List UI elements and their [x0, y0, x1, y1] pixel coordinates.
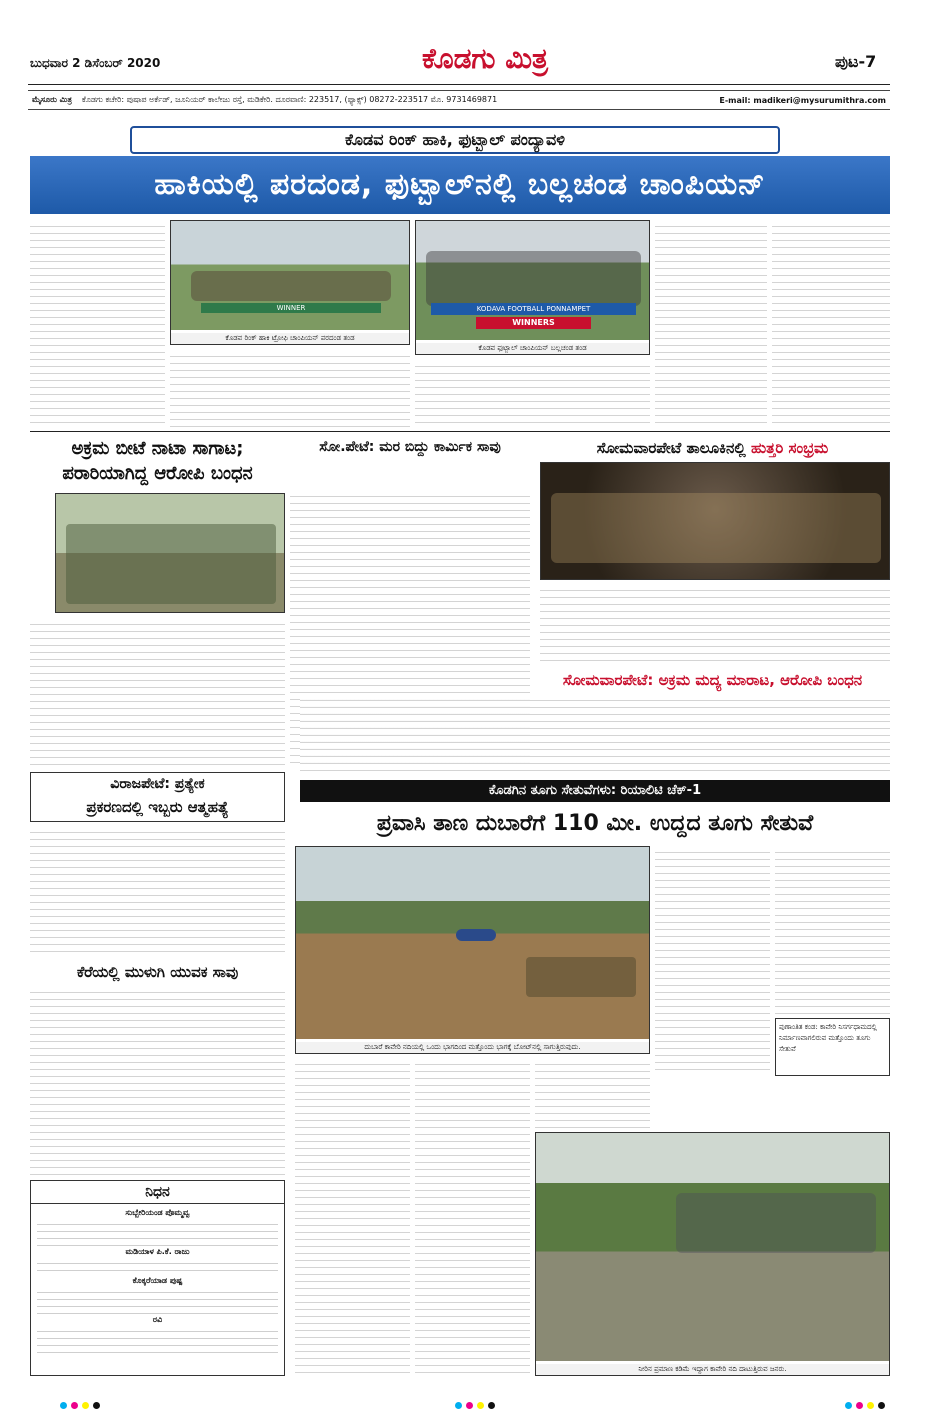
registration-marks-left: [60, 1402, 100, 1409]
bridge-column-5: [535, 1058, 650, 1128]
lead-column-3: [415, 360, 650, 428]
huthari-body: [540, 584, 890, 664]
officers-group: [66, 524, 276, 604]
arrest-headline: ಅಕ್ರಮ ಬೀಟೆ ನಾಟಾ ಸಾಗಾಟ; ಪರಾರಿಯಾಗಿದ್ದ ಆರೋಪಿ ಬಂಧನ: [62, 438, 253, 484]
contact-bar: [28, 90, 890, 110]
black-dot: [93, 1402, 100, 1409]
cyan-dot: [845, 1402, 852, 1409]
huthari-headline: [535, 436, 890, 460]
liquor-body: [300, 694, 890, 774]
players-group: [426, 251, 641, 306]
magenta-dot: [856, 1402, 863, 1409]
bridge-column-1: [655, 846, 770, 1076]
drown-body: [30, 986, 285, 1176]
yellow-dot: [82, 1402, 89, 1409]
boat-raft: [456, 929, 496, 941]
lead-photo-1: [170, 220, 410, 345]
suicide-headline-line1: ವಿರಾಜಪೇಟೆ: ಪ್ರತ್ಯೇಕ: [110, 776, 205, 792]
winners-banner: WINNERS: [476, 317, 591, 329]
cyan-dot: [455, 1402, 462, 1409]
bridge-photo-caption: ದುಬಾರೆ ಕಾವೇರಿ ನದಿಯಲ್ಲಿ ಒಂದು ಭಾಗದಿಂದ ಮತ್ತೊಂದು ಭಾಗಕ್ಕೆ ಬೋಟ್‌ನಲ್ಲಿ ಸಾಗುತ್ತಿರುವುದು.: [296, 1042, 649, 1053]
suicide-headline-box: [30, 772, 285, 822]
liquor-headline: ಸೋಮವಾರಪೇಟೆ: ಅಕ್ರಮ ಮದ್ಯ ಮಾರಾಟ, ಆರೋಪಿ ಬಂಧನ: [562, 671, 863, 689]
bridge-column-2: [775, 846, 890, 1016]
masthead-rule: [28, 84, 890, 85]
yellow-dot: [477, 1402, 484, 1409]
river-photo: [296, 847, 649, 1039]
magenta-dot: [466, 1402, 473, 1409]
suicide-body: [30, 826, 285, 956]
people-crossing: [676, 1193, 876, 1253]
tree-death-headline: ಸೋ.ಪೇಟೆ: ಮರ ಬಿದ್ದು ಕಾರ್ಮಿಕ ಸಾವು: [319, 439, 501, 455]
registration-marks-center: [455, 1402, 495, 1409]
lead-column-2: [170, 350, 410, 428]
obituary-text: [37, 1286, 278, 1314]
huthari-photo: [540, 462, 890, 580]
newspaper-title: ಕೊಡಗು ಮಿತ್ರ: [421, 42, 548, 75]
river-crossing-photo: [536, 1133, 889, 1361]
celebration-crowd: [551, 493, 881, 563]
issue-date: ಬುಧವಾರ 2 ಡಿಸೆಂಬರ್ 2020: [30, 56, 161, 70]
contact-email: E-mail: madikeri@mysurumithra.com: [719, 95, 886, 105]
bridge-bottom-photo: [535, 1132, 890, 1376]
obituary-text: [37, 1257, 278, 1275]
contact-address: ಕೊಡಗು ಕಚೇರಿ: ಪುಷಾಪ ಅರ್ಕೆಡ್, ಜೂನಿಯರ್ ಕಾಲೇಜು ರಸ್ತೆ, ಮಡಿಕೇರಿ. ದೂರವಾಣಿ: 223517, (ಫ್ಯಾಕ್ಸ್) 08272-223517 ಮೊ. 9731469871: [81, 95, 498, 104]
football-banner: KODAVA FOOTBALL PONNAMPET: [431, 303, 636, 315]
huthari-headline-text: ಸೋಮವಾರಪೇಟೆ ತಾಲೂಕಿನಲ್ಲಿ: [596, 439, 751, 457]
obituary-heading: ನಿಧನ: [31, 1181, 284, 1204]
lead-column-5: [772, 220, 890, 428]
lead-photo-1-caption: ಕೊಡವ ರಿಂಕ್ ಹಾಕಿ ಟ್ರೋಫಿ ಚಾಂಪಿಯನ್ ಪರದಂಡ ತಂಡ: [171, 333, 409, 344]
bridge-column-4: [415, 1058, 530, 1376]
bridge-bottom-caption: ನೀರಿನ ಪ್ರಮಾಣ ಕಡಿಮೆ ಇದ್ದಾಗ ಕಾವೇರಿ ನದಿ ದಾಟುತ್ತಿರುವ ಜನರು.: [536, 1364, 889, 1375]
lead-kicker: ಕೊಡವ ರಿಂಕ್ ಹಾಕಿ, ಫುಟ್ಬಾಲ್ ಪಂದ್ಯಾವಳಿ: [130, 126, 780, 154]
black-dot: [878, 1402, 885, 1409]
obituary-name: ಸುಬ್ಬೇರಿಯಂಡ ಪೊಮ್ಮವ್ವ: [125, 1208, 190, 1217]
lead-column-4: [655, 220, 767, 428]
obituary-text: [37, 1218, 278, 1246]
winner-banner: WINNER: [201, 303, 381, 313]
contact-brand: ಮೈಸೂರು ಮಿತ್ರ: [32, 95, 72, 104]
section-rule: [30, 431, 890, 432]
bridge-series-label: ಕೊಡಗಿನ ತೂಗು ಸೇತುವೆಗಳು: ರಿಯಾಲಿಟಿ ಚೆಕ್-1: [300, 780, 890, 802]
yellow-dot: [867, 1402, 874, 1409]
team-photo-hockey: [171, 221, 409, 330]
obituary-name: ರವಿ: [152, 1315, 163, 1324]
lead-photo-2-caption: ಕೊಡವ ಫುಟ್ಬಾಲ್ ಚಾಂಪಿಯನ್ ಬಲ್ಲಚಂಡ ತಂಡ: [416, 343, 649, 354]
huthari-headline-highlight: ಹುತ್ತರಿ ಸಂಭ್ರಮ: [750, 439, 829, 457]
page-number: ಪುಟ-7: [835, 52, 877, 71]
obituary-name: ಮಡಿಯಾಳ ಪಿ.ಕೆ. ರಾಜು: [125, 1247, 190, 1256]
obituary-name: ಕೊಕ್ಕರೆಯಾಡ ಪುಷ್ಪ: [132, 1276, 183, 1285]
suicide-headline-line2: ಪ್ರಕರಣದಲ್ಲಿ ಇಬ್ಬರು ಆತ್ಮಹತ್ಯೆ: [86, 798, 229, 816]
lead-photo-2: [415, 220, 650, 355]
team-photo-football: [416, 221, 649, 340]
bridge-headline: ಪ್ರವಾಸಿ ತಾಣ ದುಬಾರೆಗೆ 110 ಮೀ. ಉದ್ದದ ತೂಗು ಸೇತುವೆ: [376, 811, 814, 836]
players-group: [191, 271, 391, 301]
bridge-column-3: [295, 1058, 410, 1376]
bridge-sidebar-label: ಪುಣಾಂತಿತ ಕಂಡ: ಕಾವೇರಿ ನಿಸರ್ಗಧಾಮದಲ್ಲಿ ನಿರ್ಮಾಣವಾಗಲಿರುವ ಮತ್ತೊಂದು ತೂಗು ಸೇತುವೆ: [775, 1018, 890, 1076]
obituary-text: [37, 1325, 278, 1353]
arrest-body: [30, 618, 285, 768]
obituary-box: [30, 1180, 285, 1376]
black-dot: [488, 1402, 495, 1409]
cyan-dot: [60, 1402, 67, 1409]
boat-moored: [526, 957, 636, 997]
magenta-dot: [71, 1402, 78, 1409]
lead-headline: ಹಾಕಿಯಲ್ಲಿ ಪರದಂಡ, ಫುಟ್ಬಾಲ್‌ನಲ್ಲಿ ಬಲ್ಲಚಂಡ ಚಾಂಪಿಯನ್: [30, 156, 890, 214]
lead-column-1: [30, 220, 165, 425]
registration-marks-right: [845, 1402, 885, 1409]
drown-headline: ಕೆರೆಯಲ್ಲಿ ಮುಳುಗಿ ಯುವಕ ಸಾವು: [76, 963, 239, 981]
bridge-photo: [295, 846, 650, 1054]
arrest-photo: [55, 493, 285, 613]
